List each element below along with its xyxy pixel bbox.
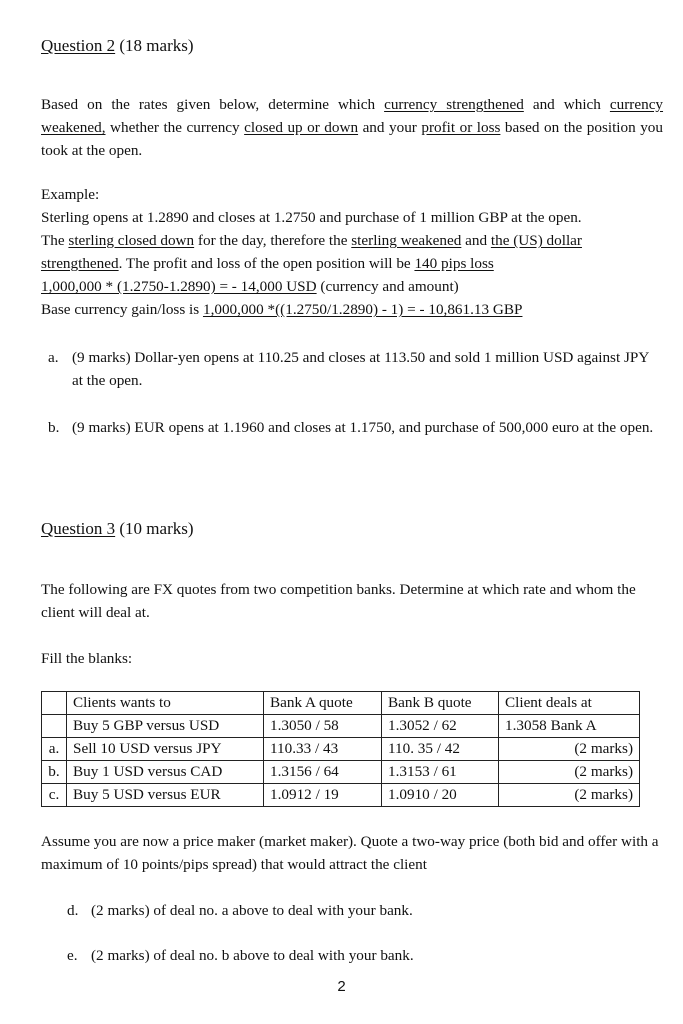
q2-item-b-text: (9 marks) EUR opens at 1.1960 and closes at 1.1750, and purchase of 500,000 euro at the open. [72,419,654,436]
text-run: and which [523,96,610,113]
row-bank-b-quote: 1.0910 / 20 [382,784,499,807]
table-row [42,715,640,738]
row-client-wants: Buy 5 USD versus EUR [67,784,264,807]
example-line-5 [41,301,522,319]
underlined-text: sterling closed down [68,232,195,249]
q2-marks: (18 marks) [115,36,194,55]
row-index: c. [42,784,67,807]
underlined-text: currency strengthened [384,96,524,113]
underlined-text: currency weakened, [41,96,664,136]
q3-title: Question 3 [41,519,116,538]
q2-item-a-text: (9 marks) Dollar-yen opens at 110.25 and closes at 113.50 and sold 1 million USD against JPY at the open. [72,349,649,389]
text-run: and your [358,119,422,136]
row-index: b. [42,761,67,784]
example-label: Example: [41,186,100,203]
row-client-wants: Sell 10 USD versus JPY [67,738,264,761]
underlined-text: profit or loss [421,119,501,136]
q2-heading [41,36,194,56]
underlined-text: strengthened [41,255,119,272]
underlined-text: 1,000,000 * (1.2750-1.2890) = - 14,000 USD [41,278,317,295]
q2-title: Question 2 [41,36,116,55]
example-line-3 [41,255,494,273]
text-run: whether the currency [105,119,245,136]
q3-intro: The following are FX quotes from two competition banks. Determine at which rate and whom the client will deal at. [41,581,636,621]
row-client-deals: (2 marks) [499,738,640,761]
row-bank-a-quote: 1.3156 / 64 [264,761,382,784]
text-run: The [41,232,69,249]
q2-item-b-label: b. [48,419,60,436]
row-bank-a-quote: 1.3050 / 58 [264,715,382,738]
row-client-wants: Buy 5 GBP versus USD [67,715,264,738]
q3-item-d-label: d. [67,902,79,919]
table-row [42,784,640,807]
fill-blanks-label: Fill the blanks: [41,650,133,667]
text-run: based on the position you took at the open. [41,119,663,159]
q3-item-e-label: e. [67,947,78,964]
header-client-deals: Client deals at [499,692,640,715]
example-line-1 [41,209,582,227]
underlined-text: 1,000,000 *((1.2750/1.2890) - 1) = - 10,861.13 GBP [202,301,523,318]
text-run: for the day, therefore the [194,232,352,249]
row-client-wants: Buy 1 USD versus CAD [67,761,264,784]
q3-item-e-text: (2 marks) of deal no. b above to deal with your bank. [91,947,414,964]
text-run: Sterling opens at 1.2890 and closes at 1.2750 and purchase of 1 million GBP at the open. [41,209,582,226]
price-maker-text: Assume you are now a price maker (market maker). Quote a two-way price (both bid and offer with a maximum of 10 points/pips spread) that would attract the client [41,833,659,873]
table-row [42,738,640,761]
text-run: (currency and amount) [316,278,459,295]
underlined-text: closed up or down [244,119,359,136]
page-number: 2 [337,978,346,995]
row-client-deals: (2 marks) [499,761,640,784]
row-index: a. [42,738,67,761]
header-index-cell [42,692,67,715]
header-bank-a: Bank A quote [264,692,382,715]
text-run: and [461,232,491,249]
row-index [42,715,67,738]
text-run: Base currency gain/loss is [41,301,203,318]
underlined-text: the (US) dollar [490,232,582,249]
header-client-wants: Clients wants to [67,692,264,715]
header-bank-b: Bank B quote [382,692,499,715]
fx-quotes-table [41,691,640,807]
row-bank-b-quote: 1.3052 / 62 [382,715,499,738]
text-run: Based on the rates given below, determine which [41,96,385,113]
text-run: . The profit and loss of the open position will be [118,255,415,272]
q3-heading [41,519,194,539]
q2-intro [41,93,663,162]
row-bank-b-quote: 1.3153 / 61 [382,761,499,784]
row-bank-a-quote: 1.0912 / 19 [264,784,382,807]
example-line-4 [41,278,459,296]
table-row [42,761,640,784]
table-header-row [42,692,640,715]
underlined-text: sterling weakened [351,232,462,249]
underlined-text: 140 pips loss [414,255,494,272]
row-bank-a-quote: 110.33 / 43 [264,738,382,761]
example-line-2 [41,232,582,250]
row-bank-b-quote: 110. 35 / 42 [382,738,499,761]
q3-item-d-text: (2 marks) of deal no. a above to deal with your bank. [91,902,413,919]
q2-item-a-label: a. [48,349,59,366]
row-client-deals: 1.3058 Bank A [499,715,640,738]
q3-marks: (10 marks) [115,519,194,538]
row-client-deals: (2 marks) [499,784,640,807]
